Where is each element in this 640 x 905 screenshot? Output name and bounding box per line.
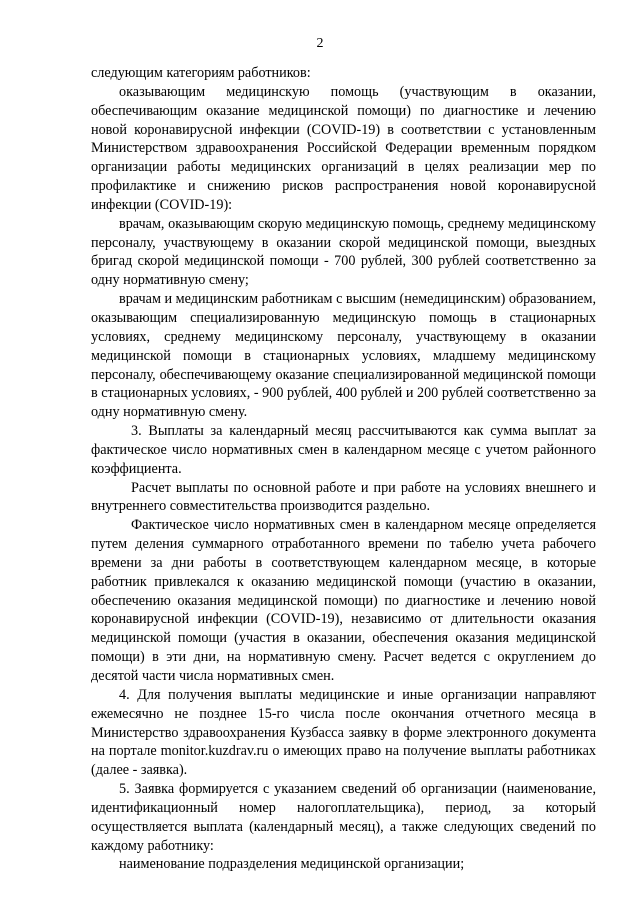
paragraph-inpatient-rates: врачам и медицинским работникам с высшим (немедицинским) образованием, оказывающим специализированную медицинскую помощь в стационарных условиях, среднему медицинскому персоналу, участвующему в оказании медицинской помощи в стационарных условиях, младшему медицинскому персоналу, обеспечивающему оказание специализированной медицинской помощи в стационарных условиях, - 900 рублей, 400 рублей и 200 рублей соответственно за одну нормативную смену. xyxy=(91,291,596,421)
paragraph-item-5: 5. Заявка формируется с указанием сведений об организации (наименование, идентификационный номер налогоплательщика), период, за который осуществляется выплата (календарный месяц), а также следующих сведений по каждому работнику: xyxy=(91,781,596,854)
paragraph-item-3: 3. Выплаты за календарный месяц рассчитываются как сумма выплат за фактическое число нормативных смен в календарном месяце с учетом районного коэффициента. xyxy=(91,423,596,477)
page-number: 2 xyxy=(316,36,324,51)
paragraph-department-name: наименование подразделения медицинской организации; xyxy=(119,856,465,873)
paragraph-item-4: 4. Для получения выплаты медицинские и иные организации направляют ежемесячно не позднее 15-го числа после окончания отчетного месяца в Министерство здравоохранения Кузбасса заявку в форме электронного документа на портале monitor.kuzdrav.ru о имеющих право на получение выплаты работниках (далее - заявка). xyxy=(91,686,596,779)
paragraph-covid-care: оказывающим медицинскую помощь (участвующим в оказании, обеспечивающим оказание медицинской помощи) по диагностике и лечению новой коронавирусной инфекции (COVID-19) в соответствии с установленным Министерством здравоохранения Российской Федерации временным порядком организации работы медицинских организаций в целях реализации мер по профилактике и снижению рисков распространения новой коронавирусной инфекции (COVID-19): xyxy=(91,83,596,213)
document-body xyxy=(91,64,596,874)
paragraph-separate-calculation: Расчет выплаты по основной работе и при работе на условиях внешнего и внутреннего совместительства производится раздельно. xyxy=(91,479,596,515)
paragraph-intro: следующим категориям работников: xyxy=(91,65,311,81)
paragraph-shift-count: Фактическое число нормативных смен в календарном месяце определяется путем деления суммарного отработанного времени по табелю учета рабочего времени за дни работы в соответствующем календарном месяце, в которые работник привлекался к оказанию медицинской помощи (участию в оказании, обеспечению оказания медицинской помощи) по диагностике и лечению новой коронавирусной инфекции (COVID-19), независимо от длительности оказания медицинской помощи (участия в оказании, обеспечения оказания медицинской помощи) в эти дни, на нормативную смену. Расчет ведется с округлением до десятой части числа нормативных смен. xyxy=(91,517,596,684)
paragraph-ambulance-rates: врачам, оказывающим скорую медицинскую помощь, среднему медицинскому персоналу, участвующему в оказании скорой медицинской помощи, выездных бригад скорой медицинской помощи - 700 рублей, 300 рублей соответственно за одну нормативную смену; xyxy=(91,215,596,289)
